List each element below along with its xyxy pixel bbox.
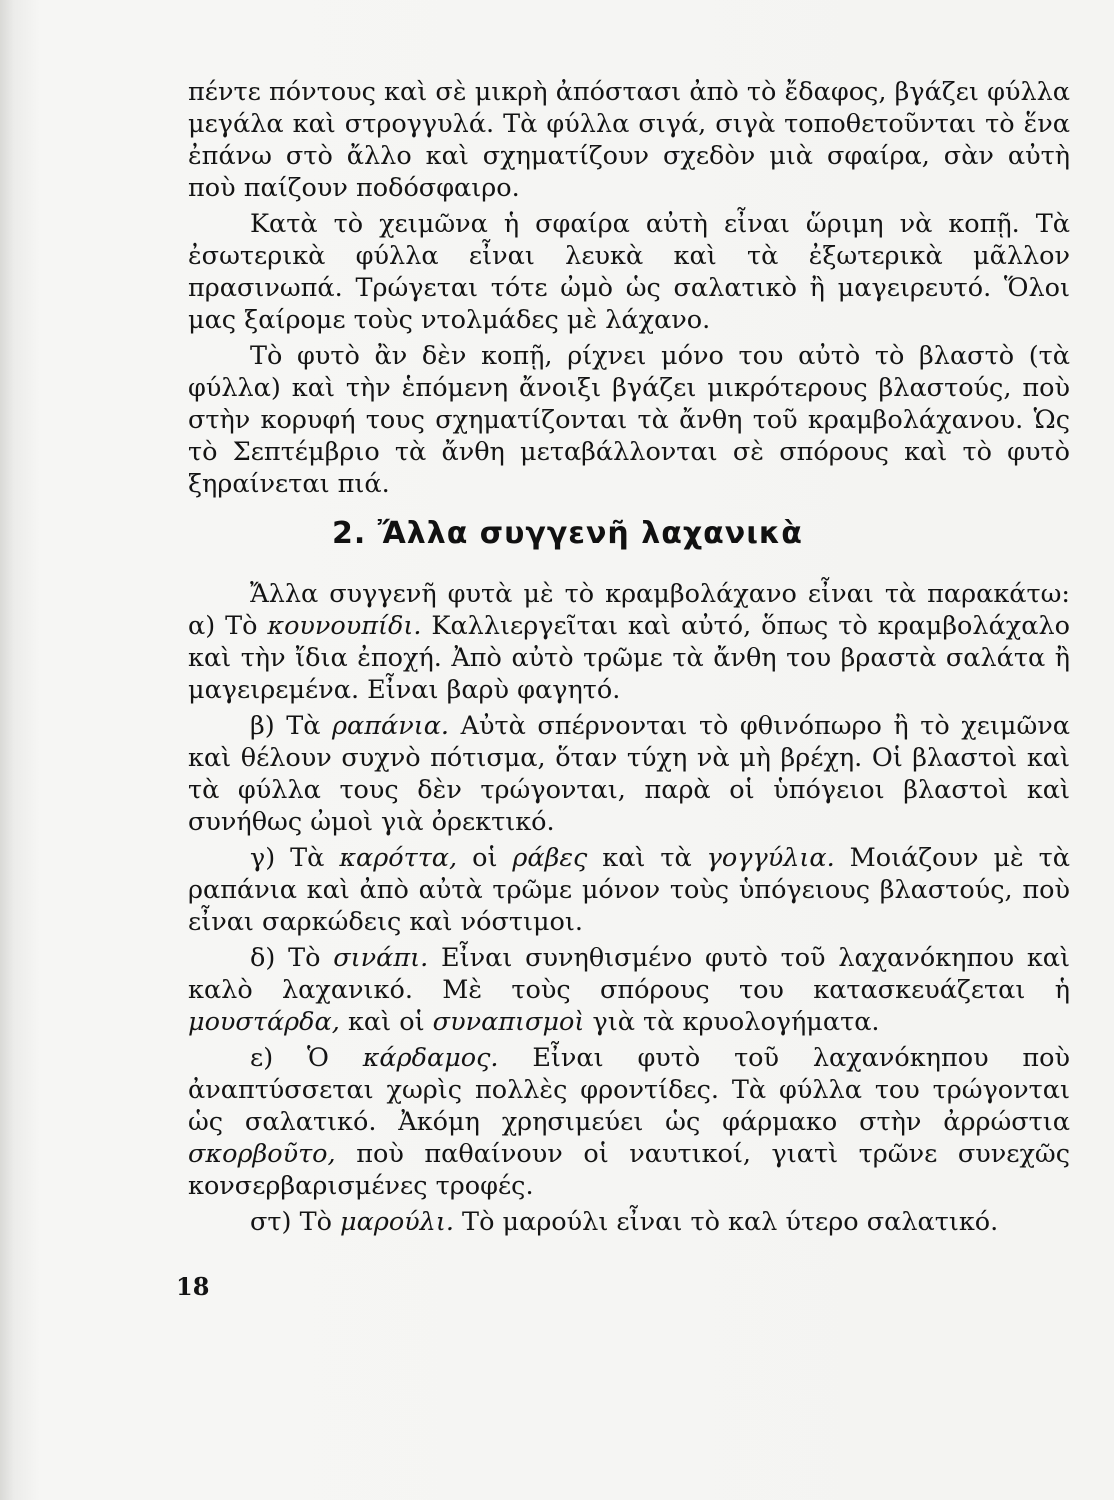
paragraph-item-st (188, 1206, 1070, 1238)
item-c-text-g: Μοιάζουν μὲ τὰ ραπάνια καὶ ἀπὸ αὐτὰ τρῶμε μόνον τοὺς ὑπόγειους βλαστούς, ποὺ εἶναι σαρκώδεις καὶ νόστιμοι. (188, 843, 1070, 937)
term-moustarda: μουστάρδα, (188, 1007, 340, 1037)
term-kounoupidi: κουνουπίδι. (267, 611, 422, 641)
item-d-text-a: δ) Τὸ (250, 943, 334, 973)
item-d-text-g: γιὰ τὰ κρυολογήματα. (584, 1007, 880, 1037)
item-e-text-e: ποὺ παθαίνουν οἱ ναυτικοί, γιατὶ τρῶνε συνεχῶς κονσερβαρισμένες τροφές. (188, 1139, 1070, 1201)
term-skorvouto: σκορβοῦτο, (188, 1139, 336, 1169)
item-st-text-c: Τὸ μαρούλι εἶναι τὸ καλ ύτερο σαλατικό. (453, 1207, 999, 1237)
paragraph-continuation: πέντε πόντους καὶ σὲ μικρὴ ἀπόστασι ἀπὸ τὸ ἔδαφος, βγάζει φύλλα μεγάλα καὶ στρογγυλά. Τὰ φύλλα σιγά, σιγὰ τοποθετοῦνται τὸ ἕνα ἐπάνω στὸ ἄλλο καὶ σχηματίζουν σχεδὸν μιὰ σφαίρα, σὰν αὐτὴ ποὺ παίζουν ποδόσφαιρο. (188, 77, 1070, 203)
item-e-text-c: Εἶναι φυτὸ τοῦ λαχανόκηπου ποὺ ἀναπτύσσεται χωρὶς πολλὲς φροντίδες. Τὰ φύλλα του τρώγονται ὡς σαλατικό. Ἀκόμη χρησιμεύει ὡς φάρμακο στὴν ἀρρώστια (188, 1043, 1070, 1137)
item-c-text-c: οἱ (457, 843, 513, 873)
item-c-text-e: καὶ τὰ (587, 843, 707, 873)
item-e-text-a: ε) Ὁ (250, 1043, 363, 1073)
paragraph-item-d (188, 942, 1070, 1038)
term-sinapi: σινάπι. (333, 943, 429, 973)
item-d-text-e: καὶ οἱ (339, 1007, 433, 1037)
paragraph-item-e (188, 1042, 1070, 1202)
paragraph-intro (188, 578, 1070, 706)
page-number: 18 (176, 1272, 210, 1301)
item-st-text-a: στ) Τὸ (250, 1207, 341, 1237)
paragraph-winter: Κατὰ τὸ χειμῶνα ἡ σφαίρα αὐτὴ εἶναι ὥριμη νὰ κοπῇ. Τὰ ἐσωτερικὰ φύλλα εἶναι λευκὰ καὶ τὰ ἐξωτερικὰ μᾶλλον πρασινωπά. Τρώγεται τότε ὠμὸ ὡς σαλατικὸ ἢ μαγειρευτό. Ὅλοι μας ξαίρομε τοὺς ντολμάδες μὲ λάχανο. (188, 209, 1070, 335)
paragraph-item-b (188, 710, 1070, 838)
item-b-text-a: β) Τὰ (250, 711, 332, 741)
paragraph-item-c (188, 842, 1070, 938)
term-synapismoi: συναπισμοὶ (432, 1007, 585, 1037)
term-raves: ράβες (512, 843, 588, 873)
intro-text-a: Ἄλλα συγγενῆ φυτὰ μὲ τὸ κραμβολάχανο εἶναι τὰ παρακάτω: α) Τὸ (188, 579, 1070, 641)
item-c-text-a: γ) Τὰ (250, 843, 340, 873)
term-rapania: ραπάνια. (332, 711, 450, 741)
section-text-block (188, 578, 1070, 1242)
section-heading: 2. Ἄλλα συγγενῆ λαχανικὰ (332, 516, 803, 551)
term-kardamos: κάρδαμος. (362, 1043, 499, 1073)
top-text-block (188, 76, 1070, 504)
term-marouli: μαρούλι. (340, 1207, 454, 1237)
term-karotta: καρόττα, (339, 843, 458, 873)
item-d-text-c: Εἶναι συνηθισμένο φυτὸ τοῦ λαχανόκηπου καὶ καλὸ λαχανικό. Μὲ τοὺς σπόρους του κατασκευάζεται ἡ (188, 943, 1071, 1005)
item-b-text-c: Αὐτὰ σπέρνονται τὸ φθινόπωρο ἢ τὸ χειμῶνα καὶ θέλουν συχνὸ πότισμα, ὅταν τύχη νὰ μὴ βρέχη. Οἱ βλαστοὶ καὶ τὰ φύλλα τους δὲν τρώγονται, παρὰ οἱ ὑπόγειοι βλαστοὶ καὶ συνήθως ὠμοὶ γιὰ ὀρεκτικό. (188, 711, 1070, 837)
intro-text-c: Καλλιεργεῖται καὶ αὐτό, ὅπως τὸ κραμβολάχαλο καὶ τὴν ἴδια ἐποχή. Ἀπὸ αὐτὸ τρῶμε τὰ ἄνθη του βραστὰ σαλάτα ἢ μαγειρεμένα. Εἶναι βαρὺ φαγητό. (188, 611, 1070, 705)
paragraph-flowering: Τὸ φυτὸ ἂν δὲν κοπῇ, ρίχνει μόνο του αὐτὸ τὸ βλαστὸ (τὰ φύλλα) καὶ τὴν ἑπόμενη ἄνοιξι βγάζει μικρότερους βλαστούς, ποὺ στὴν κορυφή τους σχηματίζονται τὰ ἄνθη τοῦ κραμβολάχανου. Ὡς τὸ Σεπτέμβριο τὰ ἄνθη μεταβάλλονται σὲ σπόρους καὶ τὸ φυτὸ ξηραίνεται πιά. (188, 341, 1070, 499)
term-gongylia: γογγύλια. (706, 843, 835, 873)
